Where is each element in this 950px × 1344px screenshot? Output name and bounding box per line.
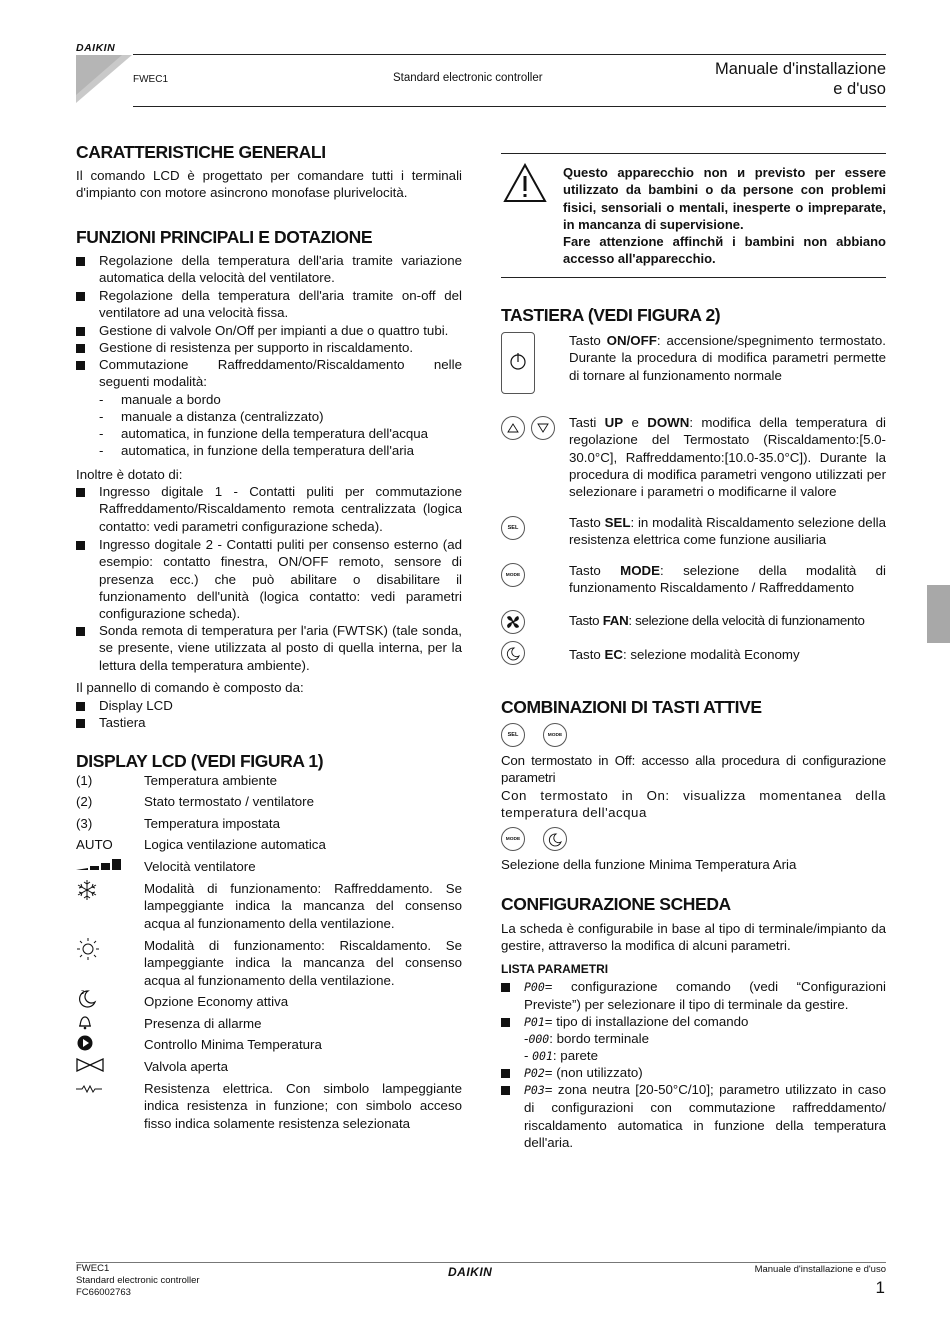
display-desc: Modalità di funzionamento: Riscaldamento. Se lampeggiante indica la mancanza del consenso acqua al funzionamento della ventilazione. xyxy=(144,938,462,988)
snowflake-icon xyxy=(76,879,98,901)
resistor-icon xyxy=(76,1084,102,1094)
page-number: 1 xyxy=(875,1278,885,1297)
param-option-code: 000 xyxy=(528,1032,550,1046)
up-arrow-icon xyxy=(507,423,519,433)
moon-icon xyxy=(547,831,563,847)
panel-item: Display LCD xyxy=(76,697,173,714)
key-prefix: Tasto xyxy=(569,563,621,578)
daikin-logo-triangle-icon xyxy=(76,55,132,105)
param-code: P00 xyxy=(524,980,545,994)
section-title-functions: FUNZIONI PRINCIPALI E DOTAZIONE xyxy=(76,227,373,247)
params-title: LISTA PARAMETRI xyxy=(501,962,609,976)
warning-line2: Fare attenzione affinchй i bambini non abbiano accesso all'apparecchio. xyxy=(563,234,886,267)
display-desc: Logica ventilazione automatica xyxy=(144,837,326,852)
also-intro: Inoltre è dotato di: xyxy=(76,467,183,482)
valve-icon xyxy=(76,1058,104,1072)
fan-speed-bars-icon xyxy=(76,857,122,871)
combo1-on-text: Con termostato in On: visualizza momentanea della temperatura dell'acqua xyxy=(501,788,886,821)
general-text: Il comando LCD è progettato per comandare tutti i terminali d'impianto con motore asincrono monofase plurivelocità. xyxy=(76,168,462,201)
param-code: P03 xyxy=(524,1083,545,1097)
footer-code: FC66002763 xyxy=(76,1287,131,1298)
also-item: Sonda remota di temperatura per l'aria (FWTSK) (tale sonda, se presente, viene utilizzata al posto di quella interna, per la lettura della temperatura ambiente). xyxy=(76,622,462,674)
key-name: ON/OFF xyxy=(606,333,657,348)
key-prefix: Tasto xyxy=(569,647,605,662)
feature-item: Gestione di resistenza per supporto in riscaldamento. xyxy=(76,339,462,356)
sel-key: SEL xyxy=(501,723,525,747)
section-title-display: DISPLAY LCD (VEDI FIGURA 1) xyxy=(76,751,324,771)
display-desc: Temperatura ambiente xyxy=(144,773,278,788)
param-text: = (non utilizzato) xyxy=(544,1065,643,1080)
warning-text xyxy=(563,164,886,268)
key-text: : in modalità Riscaldamento selezione della resistenza elettrica come funzione ausiliaria xyxy=(569,515,887,548)
display-label: AUTO xyxy=(76,837,113,852)
param-option-text: : parete xyxy=(552,1048,598,1063)
feature-item: Commutazione Raffreddamento/Riscaldamento nelle seguenti modalità: xyxy=(76,356,462,391)
display-desc: Controllo Minima Temperatura xyxy=(144,1037,322,1052)
footer-model: FWEC1 xyxy=(76,1263,110,1274)
section-title-keyboard: TASTIERA (VEDI FIGURA 2) xyxy=(501,305,721,325)
param-option-text: : bordo terminale xyxy=(549,1031,649,1046)
panel-item: Tastiera xyxy=(76,714,146,731)
key-desc-onoff xyxy=(569,332,886,384)
down-key xyxy=(531,416,555,440)
warning-triangle-icon xyxy=(503,163,547,203)
mode-item: - automatica, in funzione della temperatura dell'aria xyxy=(99,442,414,459)
sel-key: SEL xyxy=(501,516,525,540)
key-prefix: Tasto xyxy=(569,333,607,348)
doc-title-line2: e d'uso xyxy=(833,80,886,98)
header-model: FWEC1 xyxy=(133,74,168,85)
sun-icon xyxy=(76,937,100,961)
fan-icon xyxy=(504,613,522,631)
key-desc-sel xyxy=(569,514,886,549)
footer-product: Standard electronic controller xyxy=(76,1275,200,1286)
key-name: SEL xyxy=(604,515,631,530)
key-name: DOWN xyxy=(647,415,690,430)
doc-title-line1: Manuale d'installazione xyxy=(714,60,886,78)
ec-key xyxy=(501,641,525,665)
section-title-config: CONFIGURAZIONE SCHEDA xyxy=(501,894,731,914)
svg-text:z: z xyxy=(81,989,85,996)
footer-daikin-logo: DAIKIN xyxy=(448,1265,493,1279)
footer-left xyxy=(76,1263,200,1299)
key-name: MODE xyxy=(620,563,661,578)
mode-item: - automatica, in funzione della temperatura dell'acqua xyxy=(99,425,428,442)
param-option: -000: bordo terminale xyxy=(524,1031,649,1046)
display-label: (3) xyxy=(76,816,93,831)
combo1-off-text: Con termostato in Off: accesso alla procedura di configurazione parametri xyxy=(501,753,886,786)
min-temp-icon xyxy=(76,1034,94,1052)
display-desc: Stato termostato / ventilatore xyxy=(144,794,314,809)
header-product: Standard electronic controller xyxy=(393,72,543,84)
param-option-code: 001 xyxy=(532,1049,553,1063)
param-option: - 001: parete xyxy=(524,1048,598,1063)
combo2-text: Selezione della funzione Minima Temperatura Aria xyxy=(501,857,797,872)
header-doc-title xyxy=(715,59,886,99)
param-text: = zona neutra [20-50°C/10]; parametro utilizzato in caso di configurazioni con commutazione raffreddamento/ riscaldamento automatica in funzione della temperatura dell'aria. xyxy=(524,1082,886,1150)
also-item: Ingresso digitale 1 - Contatti puliti per commutazione Raffreddamento/Riscaldamento remota centralizzata (logica contatto: vedi parametri configurazione scheda). xyxy=(76,483,462,535)
daikin-logo: DAIKIN xyxy=(76,42,116,54)
display-desc: Presenza di allarme xyxy=(144,1016,262,1031)
display-desc: Modalità di funzionamento: Raffreddamento. Se lampeggiante indica la mancanza del consenso acqua al funzionamento della ventilazione. xyxy=(144,881,462,931)
key-name: FAN xyxy=(602,613,629,628)
key-desc-ec xyxy=(569,646,886,663)
key-name: UP xyxy=(604,415,624,430)
down-arrow-icon xyxy=(537,423,549,433)
display-desc: Valvola aperta xyxy=(144,1059,229,1074)
feature-item: Gestione di valvole On/Off per impianti a due o quattro tubi. xyxy=(76,322,462,339)
mode-item: - manuale a bordo xyxy=(99,391,221,408)
warning-line1: Questo apparecchio non и previsto per essere utilizzato da bambini o da persone con problemi fisici, sensoriali o mentali, inesperte o impreparate, in mancanza di supervisione. xyxy=(563,165,886,232)
key-text: : selezione modalità Economy xyxy=(622,647,800,662)
key-text: : selezione della velocità di funzionamento xyxy=(628,613,865,628)
power-icon xyxy=(508,351,528,371)
key-name: EC xyxy=(604,647,623,662)
param-item xyxy=(501,978,886,1014)
display-label: (2) xyxy=(76,794,93,809)
param-text: = configurazione comando (vedi “Configurazioni Previste”) per selezionare il tipo di terminale da gestire. xyxy=(524,979,886,1013)
up-key xyxy=(501,416,525,440)
param-code: P01 xyxy=(524,1015,545,1029)
key-desc-mode xyxy=(569,562,886,597)
fan-key xyxy=(501,610,525,634)
moon-icon xyxy=(76,987,98,1009)
page-tab-marker xyxy=(927,585,950,643)
param-text: = tipo di installazione del comando xyxy=(544,1014,749,1029)
key-text: : modifica della temperatura di regolazione del Termostato (Riscaldamento:[5.0-30.0°C], Raffreddamento:[10.0-35.0°C]). Durante la procedura di modifica parametri vengono utilizzati per selezionare i parametri o modificarne il valore xyxy=(569,415,886,500)
mode-key: MODE xyxy=(501,827,525,851)
config-text: La scheda è configurabile in base al tipo di terminale/impianto da gestire, attraverso la modifica di alcuni parametri. xyxy=(501,921,886,954)
mode-key: MODE xyxy=(543,723,567,747)
section-title-combinations: COMBINAZIONI DI TASTI ATTIVE xyxy=(501,697,762,717)
also-item: Ingresso dogitale 2 - Contatti puliti per consenso esterno (ad esempio: contatto finestra, ON/OFF remoto, sensore di presenza ecc.) che può abilitare o disabilitare il funzionamento dell'unità (logica contatto: vedi parametri configurazione scheda). xyxy=(76,536,462,622)
key-prefix: Tasto xyxy=(569,613,603,628)
alarm-bell-icon xyxy=(76,1013,94,1031)
key-text: : accensione/spegnimento termostato. Durante la procedura di modifica parametri permette di tornare al funzionamento normale xyxy=(569,333,886,383)
display-desc: Opzione Economy attiva xyxy=(144,994,289,1009)
ec-key xyxy=(543,827,567,851)
param-code: P02 xyxy=(524,1066,545,1080)
key-mid: e xyxy=(623,415,648,430)
param-item xyxy=(501,1013,886,1031)
key-desc-fan xyxy=(569,612,886,629)
display-label: (1) xyxy=(76,773,93,788)
display-desc: Resistenza elettrica. Con simbolo lampeggiante indica resistenza in funzione; con simbolo acceso fisso indica solamente resistenza selezionata xyxy=(144,1081,462,1131)
moon-icon xyxy=(505,645,521,661)
key-prefix: Tasti xyxy=(569,415,605,430)
key-prefix: Tasto xyxy=(569,515,605,530)
mode-item: - manuale a distanza (centralizzato) xyxy=(99,408,324,425)
panel-intro: Il pannello di comando è composto da: xyxy=(76,680,304,695)
key-desc-updown xyxy=(569,414,886,500)
section-title-general: CARATTERISTICHE GENERALI xyxy=(76,142,326,162)
param-item xyxy=(501,1064,886,1082)
footer-doc-title: Manuale d'installazione e d'uso xyxy=(754,1264,886,1275)
display-desc: Velocità ventilatore xyxy=(144,859,256,874)
feature-item: Regolazione della temperatura dell'aria tramite variazione automatica della velocità del ventilatore. xyxy=(76,252,462,287)
param-item xyxy=(501,1081,886,1151)
display-desc: Temperatura impostata xyxy=(144,816,280,831)
mode-key: MODE xyxy=(501,563,525,587)
key-text: : selezione della modalità di funzionamento Riscaldamento / Raffreddamento xyxy=(569,563,887,596)
feature-item: Regolazione della temperatura dell'aria tramite on-off del ventilatore ad una velocità fissa. xyxy=(76,287,462,322)
